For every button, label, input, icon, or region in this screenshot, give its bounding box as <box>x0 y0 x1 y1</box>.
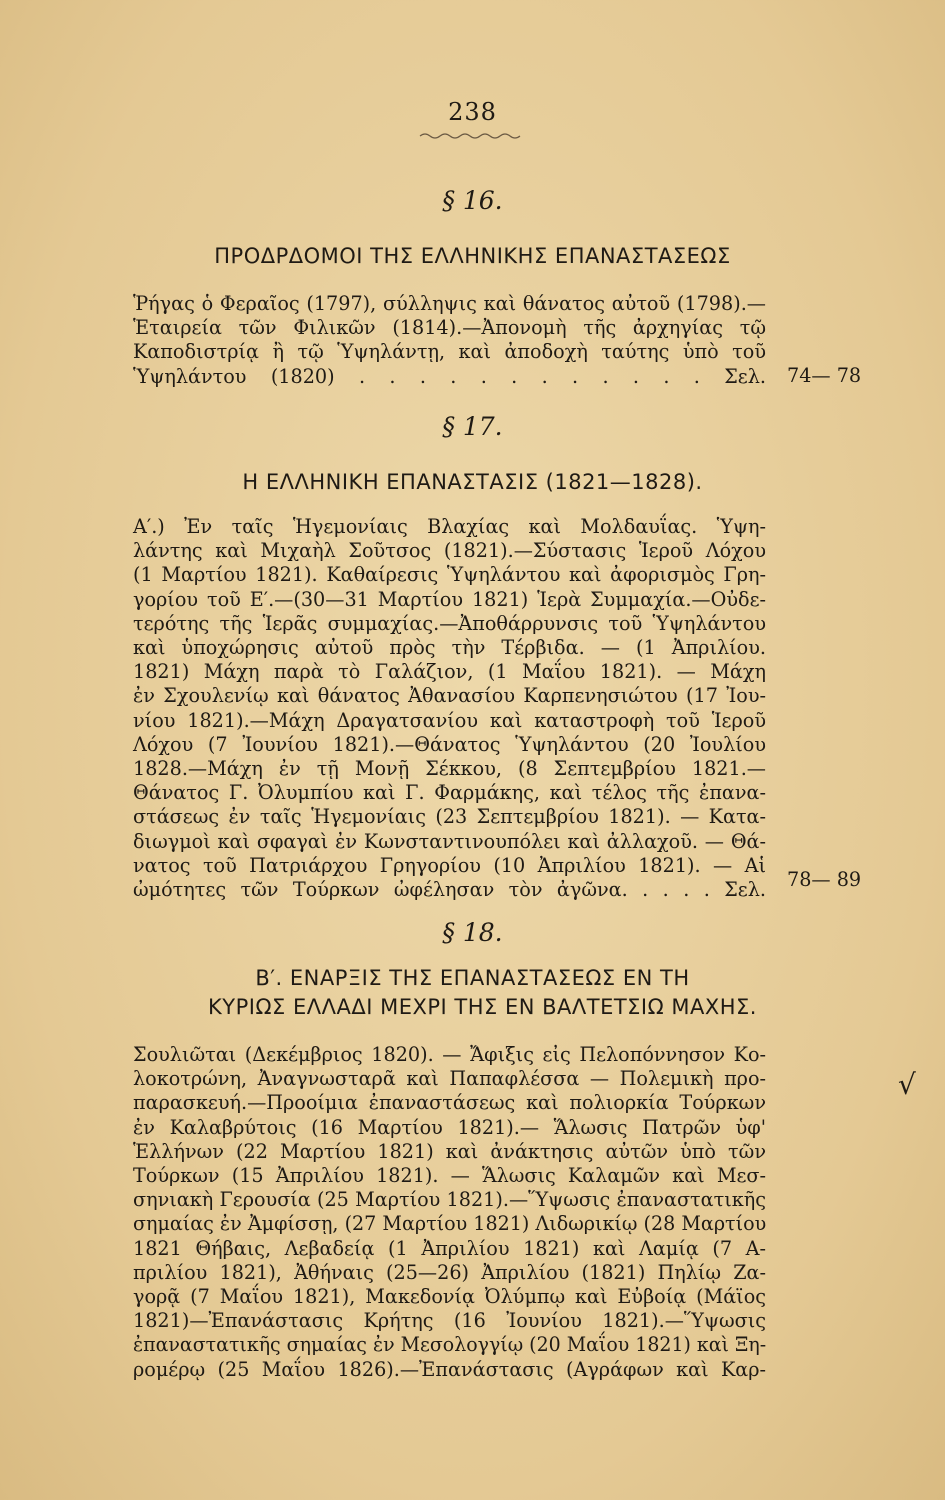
text-line: 1828.—Μάχη ἐν τῇ Μονῇ Σέκκου, (8 Σεπτεμβρίου 1821.— <box>133 757 766 781</box>
section-16-text <box>133 292 766 389</box>
ornament-divider <box>0 126 945 145</box>
text-line: λάντης καὶ Μιχαὴλ Σοῦτσος (1821).—Σύστασις Ἱεροῦ Λόχου <box>133 539 766 563</box>
section-title-18-line-2: ΚΥΡΙΩΣ ΕΛΛΑΔΙ ΜΕΧΡΙ ΤΗΣ ΕΝ ΒΑΛΤΕΤΣΙΩ ΜΑΧΗΣ. <box>208 995 757 1019</box>
text-line: (1 Μαρτίου 1821). Καθαίρεσις Ὑψηλάντου καὶ ἀφορισμὸς Γρη- <box>133 563 766 587</box>
section-mark-16: § 16. <box>442 186 503 215</box>
text-line: ρομέρῳ (25 Μαΐου 1826).—Ἐπανάστασις (Αγράφων καὶ Καρ- <box>133 1357 766 1381</box>
text-line: Ἑταιρεία τῶν Φιλικῶν (1814).—Ἀπονομὴ τῆς ἀρχηγίας τῷ <box>133 316 766 340</box>
handwritten-check-mark: √ <box>898 1068 916 1101</box>
text-line: Ἑλλήνων (22 Μαρτίου 1821) καὶ ἀνάκτησις αὐτῶν ὑπὸ τῶν <box>133 1139 766 1163</box>
text-line: 1821)—Ἐπανάστασις Κρήτης (16 Ἰουνίου 1821).—Ὕψωσις <box>133 1309 766 1333</box>
text-line: Θάνατος Γ. Ὀλυμπίου καὶ Γ. Φαρμάκης, καὶ τέλος τῆς ἐπανα- <box>133 781 766 805</box>
text-line: διωγμοὶ καὶ σφαγαὶ ἐν Κωνσταντινουπόλει καὶ ἀλλαχοῦ. — Θά- <box>133 829 766 853</box>
text-line: ἐν Σχουλενίῳ καὶ θάνατος Ἀθανασίου Καρπενησιώτου (17 Ἰου- <box>133 684 766 708</box>
page-reference-17: 78— 89 <box>787 868 862 891</box>
text-line: ἐπαναστατικῆς σημαίας ἐν Μεσολογγίῳ (20 Μαΐου 1821) καὶ Ξη- <box>133 1333 767 1357</box>
text-line: νατος τοῦ Πατριάρχου Γρηγορίου (10 Ἀπριλίου 1821). — Αἱ <box>133 853 766 877</box>
text-line: Α′.) Ἐν ταῖς Ἡγεμονίαις Βλαχίας καὶ Μολδαυΐας. Ὑψη- <box>133 515 766 538</box>
section-mark-18: § 18. <box>442 918 503 947</box>
text-line: ἐν Καλαβρύτοις (16 Μαρτίου 1821).— Ἅλωσις Πατρῶν ὑφ' <box>133 1115 766 1139</box>
text-line: γορίου τοῦ Ε′.—(30—31 Μαρτίου 1821) Ἱερὰ Συμμαχία.—Οὐδε- <box>133 587 766 611</box>
text-line: καὶ ὑποχώρησις αὐτοῦ πρὸς τὴν Τέρβιδα. — (1 Ἀπριλίου. <box>133 636 766 660</box>
text-line: Σουλιῶται (Δεκέμβριος 1820). — Ἄφιξις εἰς Πελοπόννησον Κο- <box>133 1043 766 1066</box>
text-line: Λόχου (7 Ἰουνίου 1821).—Θάνατος Ὑψηλάντου (20 Ἰουλίου <box>133 732 766 756</box>
text-line: Ὑψηλάντου (1820) . . . . . . . . . . . . Σελ. <box>133 364 766 388</box>
text-line: πριλίου 1821), Ἀθήναις (25—26) Ἀπριλίου (1821) Πηλίῳ Ζα- <box>133 1260 766 1284</box>
section-mark-17: § 17. <box>442 412 503 441</box>
text-line: λοκοτρώνη, Ἀναγνωσταρᾶ καὶ Παπαφλέσσα — Πολεμικὴ προ- <box>133 1067 766 1091</box>
text-line: γορᾷ (7 Μαΐου 1821), Μακεδονίᾳ Ὀλύμπῳ καὶ Εὐβοίᾳ (Μάϊος <box>133 1285 766 1309</box>
section-18-text <box>133 1043 766 1382</box>
section-17-text <box>133 515 766 902</box>
text-line: νίου 1821).—Μάχη Δραγατσανίου καὶ καταστροφὴ τοῦ Ἱεροῦ <box>133 708 766 732</box>
text-line: τερότης τῆς Ἱερᾶς συμμαχίας.—Ἀποθάρρυνσις τοῦ Ὑψηλάντου <box>133 611 766 635</box>
section-title-16: ΠΡΟΔΡΔΟΜΟΙ ΤΗΣ ΕΛΛΗΝΙΚΗΣ ΕΠΑΝΑΣΤΑΣΕΩΣ <box>214 244 731 268</box>
section-title-18-line-1: Β′. ΕΝΑΡΞΙΣ ΤΗΣ ΕΠΑΝΑΣΤΑΣΕΩΣ ΕΝ ΤΗ <box>255 966 690 990</box>
text-line: ὠμότητες τῶν Τούρκων ὠφέλησαν τὸν ἀγῶνα. . . . . Σελ. <box>133 878 766 902</box>
page-reference-16: 74— 78 <box>787 364 862 387</box>
text-line: στάσεως ἐν ταῖς Ἡγεμονίαις (23 Σεπτεμβρίου 1821). — Κατα- <box>133 805 766 829</box>
text-line: σημαίας ἐν Ἀμφίσσῃ, (27 Μαρτίου 1821) Λιδωρικίῳ (28 Μαρτίου <box>133 1212 767 1236</box>
text-line: παρασκευή.—Προοίμια ἐπαναστάσεως καὶ πολιορκία Τούρκων <box>133 1091 766 1115</box>
text-line: 1821) Μάχη παρὰ τὸ Γαλάζιον, (1 Μαΐου 1821). — Μάχη <box>133 660 766 684</box>
text-line: Ῥήγας ὁ Φεραῖος (1797), σύλληψις καὶ θάνατος αὐτοῦ (1798).— <box>133 292 766 315</box>
text-line: 1821 Θήβαις, Λεβαδείᾳ (1 Ἀπριλίου 1821) καὶ Λαμίᾳ (7 Α- <box>133 1236 766 1260</box>
text-line: Καποδιστρίᾳ ἢ τῷ Ὑψηλάντῃ, καὶ ἀποδοχὴ ταύτης ὑπὸ τοῦ <box>133 340 766 364</box>
text-line: σηνιακὴ Γερουσία (25 Μαρτίου 1821).—Ὕψωσις ἐπαναστατικῆς <box>133 1188 766 1212</box>
text-line: Τούρκων (15 Ἀπριλίου 1821). — Ἅλωσις Καλαμῶν καὶ Μεσ- <box>133 1164 766 1188</box>
wavy-rule-icon <box>418 131 528 141</box>
page-number: 238 <box>448 98 497 126</box>
section-title-17: Η ΕΛΛΗΝΙΚΗ ΕΠΑΝΑΣΤΑΣΙΣ (1821—1828). <box>242 470 703 494</box>
